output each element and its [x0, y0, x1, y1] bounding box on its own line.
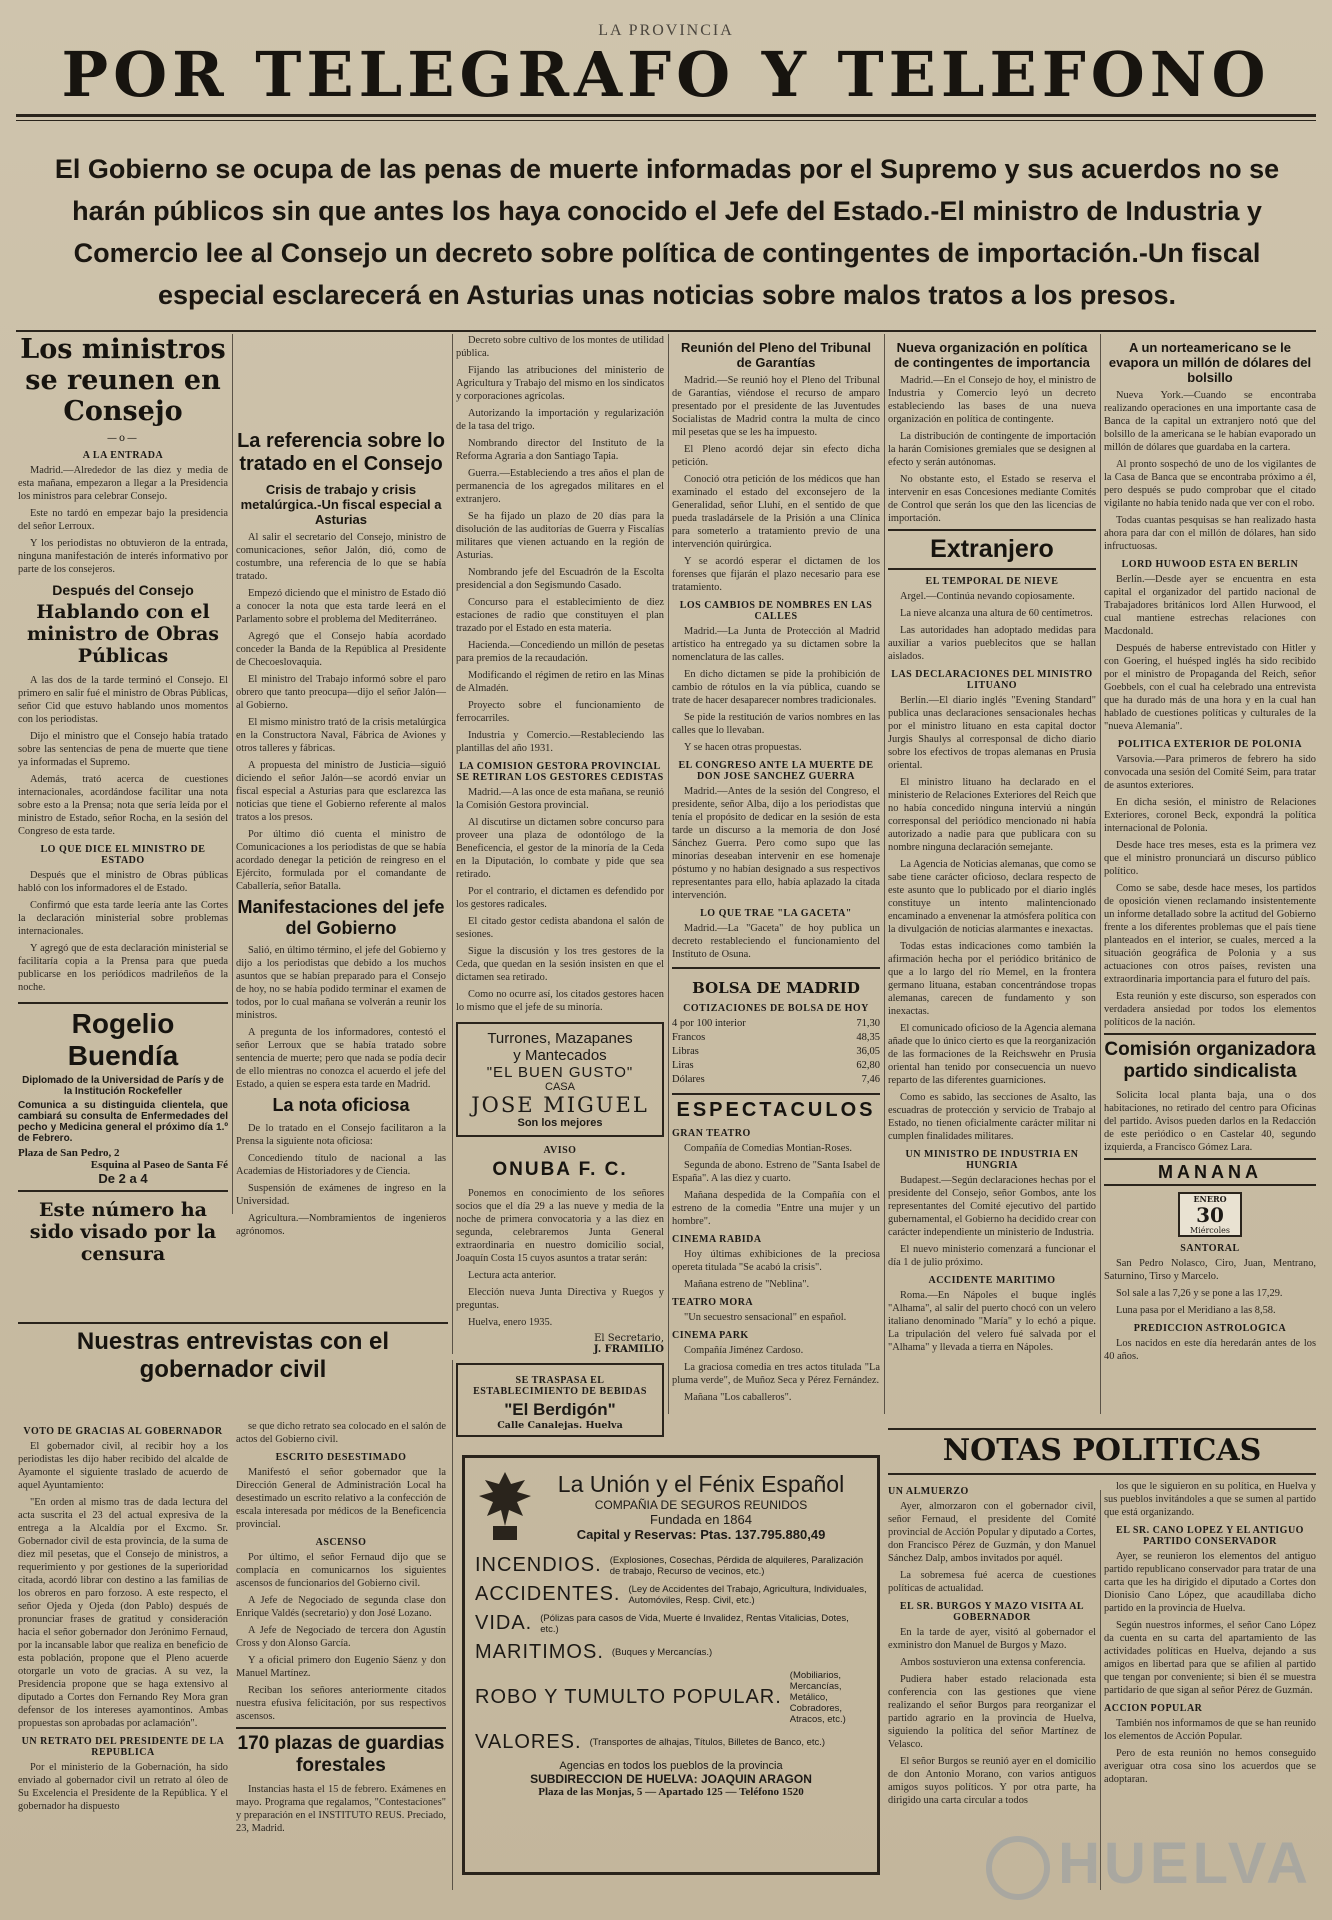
paragraph: Esta reunión y este discurso, son esperados con verdadera ansiedad por todos los elementos políticos de la nación. — [1104, 991, 1316, 1028]
column-4 — [672, 334, 880, 1414]
paragraph: Roma.—En Nápoles el buque inglés "Alhama", al salir del puerto chocó con un velero italiano denominado "María" y lo echó a pique. La tripulación del velero fué salvada por el "Alhama" y llevada a tierra en Nápoles. — [888, 1289, 1096, 1353]
paragraph: Como es sabido, las secciones de Asalto, las escuadras de protección y servicio de Trabajo al Estado, no tienen oficialmente carácter militar ni cumplen finalidades militares. — [888, 1091, 1096, 1142]
library-logo-icon — [986, 1836, 1050, 1900]
paragraph: Confirmó que esta tarde leería ante las Cortes la declaración ministerial sobre problemas internacionales. — [18, 899, 228, 937]
article-title-contingentes: Nueva organización en política de contingentes de importancia — [894, 340, 1090, 370]
article-title-tribunal: Reunión del Pleno del Tribunal de Garantías — [681, 340, 871, 370]
bolsa-row — [672, 1031, 880, 1045]
paragraph: Pero de esta reunión no hemos conseguido averiguar otra cosa sino los acuerdos que se adoptaran. — [1104, 1748, 1316, 1785]
paragraph: Varsovia.—Para primeros de febrero ha sido convocada una sesión del Comité Seim, para tratar de asuntos exteriores. — [1104, 754, 1316, 791]
bolsa-value: 36,05 — [856, 1046, 880, 1057]
paragraph: "En orden al mismo tras de dada lectura del acta suscrita el 23 del actual expresiva de la entrega a la Alcaldía por el Excmo. Sr. Gobernador civil de esta provincia, de la suma de diez mil pesetas, que el Consejo de ministros, a requerimiento y por gestiones de la superioridad citada, acordó librar con destino a las familias de los obreros en paro forzoso. A este respecto, el señor Ojeda y Ojeda (don Pablo) después de pronunciar frases de gratitud y consideración hacia el señor gobernador don Jerónimo Fernaud, por la incansable labor que realiza en beneficio de esta población, propone que el Pleno acuerde otorgarle un voto de gracias. A su vez, la Presidencia propone que se haga extensivo al diputado a Cortes don Fernando Rey Mora gran defensor de los intereses ayamontinos. Ambas propuestas son aprobadas por aclamación". — [18, 1497, 228, 1729]
paragraph: Fijando las atribuciones del ministerio de Agricultura y Trabajo del mismo en los sindicatos y corporaciones agrícolas. — [456, 365, 664, 402]
paragraph: Argel.—Continúa nevando copiosamente. — [900, 590, 1075, 602]
union-footer-1: Agencias en todos los pueblos de la provincia — [559, 1760, 783, 1772]
paragraph: Todas cuantas pesquisas se han realizado hasta ahora para dar con el millón de dólares, han sido infructuosas. — [1104, 515, 1316, 552]
column-bottom-2 — [236, 1420, 446, 1890]
paragraph: Madrid.—La "Gaceta" de hoy publica un decreto restableciendo el funcionamiento del Instituto de Osuna. — [672, 923, 880, 960]
paragraph: Después de haberse entrevistado con Hitler y con Goering, el huésped inglés ha sido recibido por el ministro de Propaganda del Reich, señor Goebbels, con el cual ha celebrado una entrevista que ha durado más de una hora y en la cual han hablado de cuestiones políticas y culturales de la "nueva Alemania". — [1104, 643, 1316, 732]
subhead-burgos: EL SR. BURGOS Y MAZO VISITA AL GOBERNADOR — [899, 1601, 1085, 1623]
union-coverage-type: INCENDIOS. — [475, 1554, 602, 1576]
paragraph: La Agencia de Noticias alemanas, que como se sabe tiene carácter oficioso, declara respecto de este asunto que lo publicado por el diario inglés constituye un intento malintencionado encaminado a envenenar la atmósfera política con la divulgación de noticias alarmantes e inexactas. — [888, 858, 1096, 935]
subhead-ascenso: ASCENSO — [315, 1537, 367, 1548]
ad-line: Son los mejores — [517, 1117, 603, 1129]
paragraph: La graciosa comedia en tres actos titulada "La pluma verde", de Muñoz Seca y Pérez Fernández. — [672, 1362, 880, 1386]
union-header — [475, 1466, 867, 1546]
notas-header — [888, 1428, 1316, 1475]
paragraph: Las autoridades han adoptado medidas para auxiliar a varios pueblecitos que se hallan aislados. — [888, 624, 1096, 662]
subhead-polonia: POLITICA EXTERIOR DE POLONIA — [1117, 739, 1303, 750]
subhead-hungria: UN MINISTRO DE INDUSTRIA EN HUNGRIA — [905, 1148, 1079, 1171]
main-headline: El Gobierno se ocupa de las penas de muerte informadas por el Supremo y sus acuerdos no se harán públicos sin que antes los haya conocido el Jefe del Estado.-El ministro de Industria y Comercio lee al Consejo un decreto sobre política de contingentes de importación.-Un fiscal especial esclarecerá en Asturias unas noticias sobre malos tratos a los presos. — [54, 154, 1280, 310]
censura-notice: Este número ha sido visado por la censura — [29, 1199, 217, 1265]
paragraph: Al pronto sospechó de uno de los vigilantes de la Casa de Banca que se encontraba próximo a él, pero después se pudo comprobar que el citado vigilante no había tenido nada que ver con el robo. — [1104, 459, 1316, 509]
paragraph: En dicho dictamen se pide la prohibición de cambio de rótulos en la vía pública, cuando se trate de hacer desaparecer nombres tradicionales. — [672, 669, 880, 706]
paragraph: Se pide la restitución de varios nombres en las calles que lo llevaban. — [672, 712, 880, 736]
union-footer-3: Plaza de las Monjas, 5 — Apartado 125 — Teléfono 1520 — [538, 1786, 804, 1798]
ad-line: "EL BUEN GUSTO" — [486, 1064, 634, 1081]
secretario: El Secretario, — [594, 1332, 664, 1344]
theater-name: GRAN TEATRO — [672, 1128, 751, 1139]
subhead-almuerzo: UN ALMUERZO — [888, 1486, 969, 1497]
calendar-badge — [1178, 1192, 1242, 1237]
bolsa-label: Libras — [672, 1046, 699, 1057]
paragraph: El citado gestor cedista abandona el salón de sesiones. — [456, 916, 664, 940]
paragraph: También nos informamos de que se han reunido los elementos de Acción Popular. — [1104, 1718, 1316, 1742]
union-coverage-type: ROBO Y TUMULTO POPULAR. — [475, 1686, 782, 1708]
subhead-voto: VOTO DE GRACIAS AL GOBERNADOR — [23, 1426, 223, 1437]
masthead-small: LA PROVINCIA — [598, 22, 734, 39]
paragraph: Salió, en último término, el jefe del Gobierno y dijo a los periodistas que debido a los muchos asuntos que se habían preparado para el Consejo de hoy, no se había podido terminar el examen de todos, por lo cual mañana se volverán a reunir los ministros. — [236, 945, 446, 1022]
paragraph: La nieve alcanza una altura de 60 centímetros. — [900, 607, 1093, 619]
paragraph: El ministro del Trabajo informó sobre el paro obrero que tanto preocupa—dijo el señor Jalón—al Gobierno. — [236, 674, 446, 711]
paragraph: El mismo ministro trató de la crisis metalúrgica en la Constructora Naval, Fábrica de Aviones y otros talleres y fábricas. — [236, 717, 446, 754]
paragraph: Madrid.—En el Consejo de hoy, el ministro de Industria y Comercio leyó un decreto estableciendo las bases de una nueva organización en política de contingente. — [888, 375, 1096, 425]
subhead-crisis: Crisis de trabajo y crisis metalúrgica.-Un fiscal especial a Asturias — [240, 482, 442, 527]
column-6 — [1104, 334, 1316, 1414]
bolsa-label: 4 por 100 interior — [672, 1018, 746, 1029]
berdigon-label: SE TRASPASA EL ESTABLECIMIENTO DE BEBIDAS — [473, 1374, 647, 1397]
column-divider — [452, 334, 453, 1354]
bolsa-title: BOLSA DE MADRID — [692, 979, 860, 997]
column-2 — [236, 430, 446, 1320]
paragraph: Sol sale a las 7,26 y se pone a las 17,29. — [1116, 1288, 1283, 1300]
paragraph: El Pleno acordó dejar sin efecto dicha petición. — [672, 444, 880, 468]
paragraph: Concurso para el establecimiento de diez estaciones de radio que constituyen el plan trazado por el Estado en esta materia. — [456, 597, 664, 634]
subhead-prediccion: PREDICCION ASTROLOGICA — [1133, 1323, 1287, 1335]
paragraph: Según nuestros informes, el señor Cano López da cuenta en su carta del apartamiento de las actividades políticas en Huelva, dejando a sus amigos en libertad para que se afilien al partido que tengan por conveniente; si bien él se muestra partidario de que sigan al señor Pérez de Guzmán. — [1104, 1620, 1316, 1696]
union-sub2: Fundada en 1864 — [650, 1511, 752, 1527]
paragraph: Madrid.—A las once de esta mañana, se reunió la Comisión Gestora provincial. — [456, 787, 664, 811]
column-3 — [456, 334, 664, 1431]
bolsa-value: 7,46 — [861, 1074, 880, 1085]
ad-line: JOSE MIGUEL — [471, 1093, 649, 1117]
paragraph: Los nacidos en este día heredarán antes de los 40 años. — [1104, 1338, 1316, 1363]
subhead-retrato: UN RETRATO DEL PRESIDENTE DE LA REPUBLICA — [21, 1736, 225, 1758]
paragraph: Y agregó que de esta declaración ministerial se facilitaría copia a la Prensa para que pueda publicarse en los periódicos madrileños de la noche. — [18, 942, 228, 993]
paragraph: Pudiera haber estado relacionada esta conferencia con las gestiones que viene realizando el señor Burgos para reorganizar el partido agrario en la provincia de Huelva, siguiendo la política del señor Martínez de Velasco. — [888, 1674, 1096, 1750]
subhead-cano-lopez: EL SR. CANO LOPEZ Y EL ANTIGUO PARTIDO CONSERVADOR — [1116, 1525, 1304, 1547]
subhead-calles: LOS CAMBIOS DE NOMBRES EN LAS CALLES — [679, 600, 873, 622]
ad-buendia-name: Rogelio Buendía — [67, 1007, 179, 1071]
extranjero-title: Extranjero — [888, 529, 1096, 570]
union-coverage-row — [475, 1554, 867, 1577]
paragraph: Dijo el ministro que el Consejo había tratado sobre las sentencias de pena de muerte que tiene ya informadas el Supremo. — [18, 730, 228, 768]
paragraph: Madrid.—Alrededor de las diez y media de esta mañana, empezaron a llegar a la Presidencia los ministros para celebrar Consejo. — [18, 465, 228, 503]
ad-line: y Mantecados — [513, 1047, 607, 1064]
paragraph: Desde hace tres meses, esta es la primera vez que el ministro pronunciará un discurso público político. — [1104, 840, 1316, 877]
paragraph: "Un secuestro sensacional" en español. — [684, 1312, 847, 1323]
union-coverage-desc: (Transportes de alhajas, Títulos, Billetes de Banco, etc.) — [589, 1737, 826, 1748]
paragraph: A Jefe de Negociado de segunda clase don Enrique Valdés (secretario) y don José Lozano. — [236, 1595, 446, 1619]
union-sub1: COMPAÑIA DE SEGUROS REUNIDOS — [594, 1497, 808, 1512]
paragraph: No obstante esto, el Estado se reserva el intervenir en esas Concesiones mediante Comités de Control que serán los que den las licencias de importación. — [888, 474, 1096, 524]
paragraph: A las dos de la tarde terminó el Consejo. El primero en salir fué el ministro de Obras Públicas, señor Cid que estuvo hablando unos momentos con los periodistas. — [18, 674, 228, 725]
masthead-rule-bottom — [16, 120, 1316, 121]
paragraph: Hoy últimas exhibiciones de la preciosa opereta titulada "Se acabó la crisis". — [672, 1249, 880, 1273]
paragraph: se que dicho retrato sea colocado en el salón de actos del Gobierno civil. — [236, 1421, 446, 1445]
subhead-sanchez-guerra: EL CONGRESO ANTE LA MUERTE DE DON JOSE SANCHEZ GUERRA — [678, 760, 874, 782]
paragraph: Compañía Jiménez Cardoso. — [684, 1345, 804, 1356]
paragraph: Ambos sostuvieron una extensa conferencia. — [900, 1657, 1086, 1668]
berdigon-address: Calle Canalejas. Huelva — [497, 1419, 623, 1431]
santoral-label: SANTORAL — [1180, 1243, 1240, 1255]
theater-name: CINEMA PARK — [672, 1330, 749, 1341]
column-5 — [888, 334, 1096, 1414]
paragraph: El señor Burgos se reunió ayer en el domicilio de don Antonio Morano, con varios antiguos amigos suyos políticos. Y por otra parte, ha dirigido una carta circular a todos — [888, 1756, 1096, 1806]
subhead-estado: LO QUE DICE EL MINISTRO DE ESTADO — [40, 843, 206, 866]
bolsa-table — [672, 1017, 880, 1087]
column-notas-2 — [1104, 1480, 1316, 1890]
paragraph: Nombrando director del Instituto de la Reforma Agraria a don Santiago Tapia. — [456, 438, 664, 462]
union-coverage-row — [475, 1670, 867, 1725]
paragraph: Sigue la discusión y los tres gestores de la Ceda, que quedan en la sesión insisten en que el dictamen sea retirado. — [456, 946, 664, 983]
paragraph: Mañana estreno de "Neblina". — [684, 1279, 810, 1290]
paragraph: La sobremesa fué acerca de cuestiones políticas de actualidad. — [888, 1570, 1096, 1594]
secretario-name: J. FRAMILIO — [593, 1343, 664, 1355]
bolsa-row — [672, 1073, 880, 1087]
column-divider — [668, 334, 669, 1414]
calendar-day: 30 — [1196, 1203, 1224, 1228]
paragraph: Hacienda.—Concediendo un millón de pesetas para premios de la recaudación. — [456, 640, 664, 664]
column-1 — [18, 334, 228, 1265]
paragraph: El ministro lituano ha declarado en el ministerio de Relaciones Exteriores del Reich que no había concedido ninguna interviú a ningún corresponsal del periódico mencionado ni había autorizado a nadie para que publicara con su nombre ninguna declaración semejante. — [888, 776, 1096, 853]
watermark-text: HUELVA — [1058, 1831, 1312, 1897]
paragraph: A pregunta de los informadores, contestó el señor Lerroux que se había tratado sobre sentencia de muerte; pero que nada se podía decir de ello mientras no conozca el acuerdo el jefe del Estado, a quien se espera esta tarde en Madrid. — [236, 1027, 446, 1091]
paragraph: El nuevo ministerio comenzará a funcionar el día 1 de julio próximo. — [888, 1243, 1096, 1268]
ad-buendia — [18, 1002, 228, 1192]
paragraph: Madrid.—Antes de la sesión del Congreso, el presidente, señor Alba, dijo a los periodistas que tenía el propósito de dedicar en la sesión de esta tarde un discurso a la memoria de don José Sánchez Guerra. Pero como supo que las minorías deseaban intervenir en ese homenaje póstumo y no habían designado a sus respectivos representantes para ello, había aplazado la citada intervención. — [672, 786, 880, 901]
paragraph: Proyecto sobre el funcionamiento de ferrocarriles. — [456, 700, 664, 724]
union-coverage-row — [475, 1641, 867, 1664]
bolsa-value: 62,80 — [856, 1060, 880, 1071]
paragraph: Guerra.—Estableciendo a tres años el plan de permanencia de los agregados militares en el extranjero. — [456, 468, 664, 505]
watermark — [986, 1830, 1312, 1900]
masthead-title: POR TELEGRAFO Y TELEFONO — [61, 38, 1271, 111]
column-divider — [232, 334, 233, 1214]
berdigon-name: "El Berdigón" — [504, 1399, 616, 1419]
paragraph: Agregó que el Consejo había acordado conceder la Banda de la República al Presidente de Checoeslovaquia. — [236, 631, 446, 668]
union-coverage-desc: (Explosiones, Cosechas, Pérdida de alquileres, Paralización de trabajo, Recurso de vecinos, etc.) — [609, 1554, 864, 1577]
paragraph: Luna pasa por el Meridiano a las 8,58. — [1116, 1305, 1276, 1317]
paragraph: Solicita local planta baja, una o dos habitaciones, no retirado del centro para Oficinas del partido. Avisos pueden darlos en la Redacción de este periódico o en Castelar 40, segundo izquierda, a Francisco Gómez Lara. — [1104, 1089, 1316, 1153]
bolsa-subtitle: COTIZACIONES DE BOLSA DE HOY — [683, 1003, 869, 1014]
espectaculos-title: ESPECTACULOS — [676, 1099, 876, 1121]
union-coverage-list — [475, 1554, 867, 1754]
ad-berdigon — [456, 1363, 664, 1437]
paragraph: Al salir el secretario del Consejo, ministro de comunicaciones, señor Jalón, dió, como de costumbre, una referencia de lo que se había tratado. — [236, 532, 446, 582]
masthead-rule-top — [16, 114, 1316, 117]
article-title-ministros: Los ministros se reunen en Consejo — [20, 334, 226, 428]
paragraph: Huelva, enero 1935. — [468, 1316, 553, 1328]
heading-hablando: Hablando con el ministro de Obras Públicas — [27, 601, 219, 667]
paragraph: El comunicado oficioso de la Agencia alemana añade que lo único cierto es que la reorganización de las formaciones de la Reichswehr en Prusia oriental han tenido por consecuencia un nuevo reparto de las diferentes guarniciones. — [888, 1022, 1096, 1086]
heading-nota-oficiosa: La nota oficiosa — [272, 1095, 410, 1116]
bolsa-row — [672, 1017, 880, 1031]
bolsa-label: Dólares — [672, 1074, 705, 1085]
subhead-gaceta: LO QUE TRAE "LA GACETA" — [700, 908, 852, 919]
article-title-referencia: La referencia sobre lo tratado en el Consejo — [237, 430, 445, 475]
ad-buendia-corner: Esquina al Paseo de Santa Fé — [90, 1159, 228, 1172]
paragraph: A propuesta del ministro de Justicia—siguió diciendo el señor Jalón—se acordó enviar un fiscal especial a Asturias para que esclarezca las noticias que tiene el Gobierno referente al malos tratos a los presos. — [236, 760, 446, 823]
ad-buen-gusto — [456, 1022, 664, 1137]
column-divider — [884, 334, 885, 1414]
paragraph: Se ha fijado un plazo de 20 días para la disolución de las auditorías de Guerra y Fiscalías militares que vienen actuando en la región de Asturias. — [456, 511, 664, 561]
paragraph: Al discutirse un dictamen sobre concurso para proveer una plaza de odontólogo de la Beneficencia, el gestor de la minoría de la Ceda en la Diputación, lo combate y pide que sea retirado. — [456, 817, 664, 880]
union-coverage-row — [475, 1731, 867, 1754]
paragraph: Budapest.—Según declaraciones hechas por el presidente del Consejo, señor Gombos, ante los representantes del Comité ejecutivo del partido gubernamental, el Gobierno ha decidido crear con carácter independiente un ministerio de Industria. — [888, 1174, 1097, 1238]
paragraph: Y los periodistas no obtuvieron de la entrada, ninguna manifestación de interés informativo por parte de los consejeros. — [18, 538, 228, 576]
theater-name: CINEMA RABIDA — [672, 1234, 762, 1245]
union-titles — [535, 1471, 867, 1542]
union-coverage-type: VIDA. — [475, 1612, 533, 1634]
paragraph: Instancias hasta el 15 de febrero. Exámenes en mayo. Programa que regalamos, "Contestaciones" y preparación en el INSTITUTO REUS. Preciado, 23, Madrid. — [236, 1783, 446, 1834]
ad-buendia-diploma: Diplomado de la Universidad de París y de la Institución Rockefeller — [22, 1075, 224, 1098]
subhead-gestora: LA COMISION GESTORA PROVINCIAL SE RETIRAN LOS GESTORES CEDISTAS — [456, 761, 664, 783]
paragraph: Conoció otra petición de los médicos que han examinado el estado del exconsejero de la Generalidad, señor Lluhí, en el sentido de que pueda trasladársele de la Prisión a una Clínica para someterlo a tratamiento previo de una intervención quirúrgica. — [672, 474, 880, 550]
union-coverage-type: VALORES. — [475, 1731, 582, 1753]
paragraph: Y se hacen otras propuestas. — [684, 742, 802, 753]
bolsa-label: Liras — [672, 1060, 694, 1071]
bolsa-label: Francos — [672, 1032, 706, 1043]
paragraph: La distribución de contingente de importación la harán Comisiones gremiales que se designen al efecto y serán autónomas. — [888, 431, 1096, 468]
paragraph: Segunda de abono. Estreno de "Santa Isabel de España". A las diez y cuarto. — [672, 1160, 880, 1184]
paragraph: Agricultura.—Nombramientos de ingenieros agrónomos. — [236, 1213, 446, 1238]
paragraph: Mañana despedida de la Compañía con el estreno de la comedia "Entre una mujer y un hombre". — [672, 1190, 880, 1227]
heading-manifestaciones: Manifestaciones del jefe del Gobierno — [237, 897, 445, 938]
bolsa-value: 71,30 — [856, 1018, 880, 1029]
union-title: La Unión y el Fénix Español — [557, 1470, 845, 1497]
paragraph: Después que el ministro de Obras públicas habló con los informadores el de Estado. — [18, 869, 228, 894]
paragraph: Madrid.—La Junta de Protección al Madrid artístico ha entregado ya su dictamen sobre la nomenclatura de las calles. — [672, 626, 880, 663]
article-title-norteamericano: A un norteamericano se le evapora un millón de dólares del bolsillo — [1108, 340, 1312, 385]
phoenix-emblem-icon — [475, 1466, 535, 1546]
union-coverage-desc: (Mobiliarios, Mercancías, Metálico, Cobradores, Atracos, etc.) — [789, 1670, 846, 1725]
paragraph: Nombrando jefe del Escuadrón de la Escolta presidencial a don Segismundo Casado. — [456, 567, 664, 591]
ad-buendia-text: Comunica a su distinguida clientela, que cambiará su consulta de Enfermedades del pecho y Medicina general el próximo día 1.º de Febrero. — [18, 1100, 228, 1145]
union-capital: Capital y Reservas: Ptas. 137.795.880,49 — [576, 1526, 826, 1542]
subhead-accidente: ACCIDENTE MARITIMO — [928, 1274, 1056, 1286]
ad-line: Turrones, Mazapanes — [487, 1030, 633, 1047]
paragraph: El gobernador civil, al recibir hoy a los periodistas les dijo haber recibido del alcalde de Ayamonte el siguiente traslado de acuerdo de aquel Ayuntamiento: — [18, 1441, 228, 1491]
paragraph: Además, trató acerca de cuestiones internacionales, acordándose facilitar una nota sobre esto a la Prensa; nota que sería leída por el ministro de Estado, señor Rocha, en la sesión del Congreso de esta tarde. — [18, 773, 228, 837]
subhead-accion-popular: ACCION POPULAR — [1104, 1703, 1203, 1714]
paragraph: Elección nueva Junta Directiva y Ruegos y preguntas. — [456, 1286, 664, 1311]
paragraph: Por el ministerio de la Gobernación, ha sido enviado al gobernador civil un retrato al óleo de Su Excelencia el Presidente de la República. Y el gobernador ha dispuesto — [18, 1762, 228, 1812]
paragraph: Lectura acta anterior. — [468, 1269, 556, 1281]
theater-name: TEATRO MORA — [672, 1297, 754, 1308]
union-coverage-type: ACCIDENTES. — [475, 1583, 621, 1605]
paragraph: Madrid.—Se reunió hoy el Pleno del Tribunal de Garantías, viéndose el recurso de amparo presentado por el presidente de las Juventudes Socialistas de Madrid contra la multa de cinco mil pesetas que se les ha impuesto. — [672, 375, 880, 438]
union-coverage-desc: (Buques y Mercancías.) — [611, 1647, 713, 1658]
heading-comision: Comisión organizadora partido sindicalista — [1104, 1033, 1316, 1083]
bolsa-row — [672, 1045, 880, 1059]
paragraph: Reciban los señores anteriormente citados nuestra efusiva felicitación, por sus respectivos ascensos. — [236, 1685, 446, 1722]
divider: —o— — [106, 433, 140, 445]
column-divider — [1100, 334, 1101, 1414]
subhead-escrito: ESCRITO DESESTIMADO — [275, 1452, 407, 1463]
manana-title: MANANA — [1104, 1158, 1316, 1187]
aviso-label: AVISO — [543, 1145, 577, 1156]
paragraph: Autorizando la importación y regularización de la tasa del trigo. — [456, 408, 664, 432]
column-bottom-1 — [18, 1420, 228, 1890]
paragraph: En la tarde de ayer, visitó al gobernador el exministro don Manuel de Burgos y Mazo. — [888, 1627, 1096, 1651]
paragraph: Berlín.—El diario inglés "Evening Standard" publica unas declaraciones sensacionales hechas por el ministro lituano en esta capital doctor Jurgis Shaulys al corresponsal de dicho diario sobre los efectivos de tropas alemanas en Prusia oriental. — [888, 694, 1096, 771]
espectaculos-section — [672, 1093, 880, 1404]
paragraph: Empezó diciendo que el ministro de Estado dió a conocer la nota que esta tarde leerá en el Parlamento sobre el problema del Mediterráneo. — [236, 588, 446, 625]
paragraph: Suspensión de exámenes de ingreso en la Universidad. — [236, 1183, 446, 1208]
bolsa-value: 48,35 — [856, 1032, 880, 1043]
paragraph: Por último, el señor Fernaud dijo que se complacía en comunicarnos los siguientes ascensos de funcionarios del Gobierno civil. — [236, 1552, 446, 1589]
paragraph: Ayer, almorzaron con el gobernador civil, señor Fernaud, el presidente del Comité provincial de Acción Popular y diputado a Cortes, don Francisco Pérez de Guzmán, y don Manuel Sánchez Dalp, ambos invitados por aquél. — [888, 1501, 1096, 1564]
subhead-huwood: LORD HUWOOD ESTA EN BERLIN — [1121, 559, 1299, 570]
paragraph: Y se acordó esperar el dictamen de los forenses que fijarán el plazo necesario para ese tratamiento. — [672, 556, 880, 593]
union-coverage-row — [475, 1583, 867, 1606]
union-coverage-desc: (Ley de Accidentes del Trabajo, Agricultura, Individuales, Automóviles, Resp. Civil, etc.) — [628, 1583, 867, 1606]
bolsa-row — [672, 1059, 880, 1073]
paragraph: Berlín.—Desde ayer se encuentra en esta capital el organizador del partido nacional de Trabajadores británicos lord Allen Hurwood, el cual mantiene estrechas relaciones con Macdonald. — [1104, 574, 1316, 637]
paragraph: En dicha sesión, el ministro de Relaciones Exteriores, coronel Beck, expondrá la política internacional de Polonia. — [1104, 797, 1316, 834]
paragraph: Ponemos en conocimiento de los señores socios que el día 29 a las nueve y media de la noche de primera convocatoria y a las diez en segunda, celebraremos Junta General extraordinaria en nuestro domicilio social, Joaquín Costa 15 cuyos asuntos a tratar serán: — [456, 1187, 664, 1264]
paragraph: Concediendo título de nacional a las Academias de Historiadores y de Ciencia. — [236, 1153, 446, 1178]
paragraph: Como no ocurre así, los citados gestores hacen lo mismo que el jefe de su minoría. — [456, 989, 664, 1013]
paragraph: Y a oficial primero don Eugenio Sáenz y don Manuel Martínez. — [236, 1655, 446, 1679]
subhead-nieve: EL TEMPORAL DE NIEVE — [925, 575, 1059, 587]
paragraph: Industria y Comercio.—Restableciendo las plantillas del año 1931. — [456, 730, 664, 754]
paragraph: Todas estas indicaciones como también la afirmación hecha por el periódico británico de que a lo largo del río Memel, en la frontera germano lituana, estaban concentrándose tropas alemanas, carecen de fundamento y son inexactas. — [888, 940, 1096, 1017]
paragraph: Ayer, se reunieron los elementos del antiguo partido republicano conservador para tratar de una carta que les ha dirigido el diputado a Cortes don Dionisio Cano López, que acaudillaba dicho partido en la provincia de Huelva. — [1104, 1551, 1316, 1614]
bottom-rule-left — [18, 1322, 448, 1324]
paragraph: Nueva York.—Cuando se encontraba realizando operaciones en una importante casa de Banca de la capital un extranjero notó que del bolsillo de la americana se le habían evaporado un millón de dólares que guardaba en la cartera. — [1104, 390, 1316, 453]
union-coverage-desc: (Pólizas para casos de Vida, Muerte é Invalidez, Rentas Vitalicias, Dotes, etc.) — [540, 1612, 849, 1635]
paragraph: A Jefe de Negociado de tercera don Agustín Cross y don Alonso García. — [236, 1625, 446, 1649]
bolsa-section — [672, 967, 880, 1087]
ad-line: CASA — [545, 1081, 575, 1093]
paragraph: los que le siguieron en su política, en Huelva y sus pueblos invitándoles a que se sumen al partido que está organizando. — [1104, 1481, 1316, 1518]
column-divider — [452, 1360, 453, 1890]
entrevistas-header — [18, 1328, 448, 1389]
subhead-lituano: LAS DECLARACIONES DEL MINISTRO LITUANO — [891, 668, 1093, 691]
calendar-month: ENERO — [1193, 1194, 1227, 1205]
column-notas-1 — [888, 1480, 1096, 1890]
paragraph: Por último dió cuenta el ministro de Comunicaciones a los periodistas de que se había acordado denegar la petición de reingreso en el Ejército, formulada por el comandante de Caballería, señor Batalla. — [236, 829, 446, 892]
union-coverage-type: MARITIMOS. — [475, 1641, 604, 1663]
heading-despues: Después del Consejo — [52, 582, 194, 599]
paragraph: San Pedro Nolasco, Ciro, Juan, Mentrano, Saturnino, Tirso y Marcelo. — [1104, 1258, 1316, 1283]
paragraph: Manifestó el señor gobernador que la Dirección General de Administración Local ha desestimado un escrito relativo a la confección de escala interesada por médicos de la Beneficencia provincial. — [236, 1467, 446, 1530]
paragraph: Este no tardó en empezar bajo la presidencia del señor Lerroux. — [18, 508, 228, 533]
notas-title: NOTAS POLITICAS — [942, 1433, 1262, 1468]
headline-rule — [16, 330, 1316, 332]
paragraph: Compañía de Comedias Montian-Roses. — [684, 1143, 852, 1154]
ad-union-fenix — [462, 1455, 880, 1875]
heading-plazas: 170 plazas de guardias forestales — [236, 1727, 446, 1777]
union-coverage-row — [475, 1612, 867, 1635]
paragraph: Modificando el régimen de retiro en las Minas de Almadén. — [456, 670, 664, 694]
union-footer-2: SUBDIRECCION DE HUELVA: JOAQUIN ARAGON — [530, 1772, 812, 1786]
ad-buendia-hours: De 2 a 4 — [98, 1171, 148, 1187]
paragraph: De lo tratado en el Consejo facilitaron a la Prensa la siguiente nota oficiosa: — [236, 1123, 446, 1148]
ad-buendia-address: Plaza de San Pedro, 2 — [18, 1147, 120, 1160]
paragraph: Decreto sobre cultivo de los montes de utilidad pública. — [456, 335, 664, 359]
subhead-entrada: A LA ENTRADA — [82, 450, 164, 462]
onuba-title: ONUBA F. C. — [492, 1159, 628, 1180]
calendar-weekday: Miércoles — [1189, 1226, 1230, 1236]
paragraph: Por el contrario, el dictamen es defendido por los gestores radicales. — [456, 886, 664, 910]
paragraph: Como se sabe, desde hace meses, los partidos de oposición vienen reclamando insistentemente un informe detallado sobre la actitud del Gobierno frente a los diferentes problemas que el país tiene planteados en el interior, se cuales, merced a la situación geográfica de Polonia y a sus actuaciones con otros países, revisten una extraordinaria importancia para el futuro del país. — [1104, 883, 1316, 985]
article-title-entrevistas: Nuestras entrevistas con el gobernador civil — [76, 1328, 390, 1383]
paragraph: Mañana "Los caballeros". — [684, 1392, 792, 1403]
